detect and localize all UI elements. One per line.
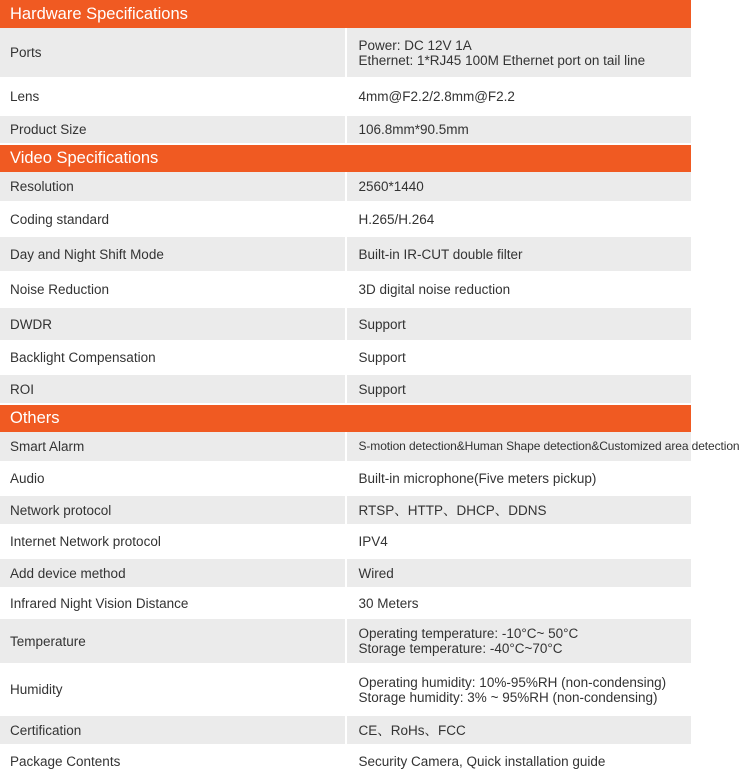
spec-label: Noise Reduction bbox=[0, 272, 346, 307]
spec-row-ir-distance bbox=[0, 588, 691, 618]
spec-label: Infrared Night Vision Distance bbox=[0, 588, 346, 618]
spec-label: Audio bbox=[0, 462, 346, 495]
spec-label: Certification bbox=[0, 715, 346, 745]
spec-value bbox=[346, 664, 692, 715]
spec-label: Lens bbox=[0, 78, 346, 115]
spec-value-line: Storage temperature: -40°C~70°C bbox=[358, 641, 563, 656]
spec-label: Product Size bbox=[0, 115, 346, 144]
spec-row-smart-alarm bbox=[0, 432, 691, 462]
spec-label: Ports bbox=[0, 28, 346, 78]
spec-row-lens bbox=[0, 78, 691, 115]
spec-row-network-protocol bbox=[0, 495, 691, 525]
spec-value: 106.8mm*90.5mm bbox=[346, 115, 692, 144]
spec-label: Smart Alarm bbox=[0, 432, 346, 462]
spec-value: 2560*1440 bbox=[346, 172, 692, 202]
spec-value: Support bbox=[346, 307, 692, 341]
spec-row-day-night bbox=[0, 236, 691, 272]
spec-label: Internet Network protocol bbox=[0, 525, 346, 558]
spec-label: ROI bbox=[0, 374, 346, 404]
spec-label: Humidity bbox=[0, 664, 346, 715]
spec-row-temperature bbox=[0, 618, 691, 664]
section-header-hardware bbox=[0, 0, 691, 28]
section-title: Hardware Specifications bbox=[0, 0, 691, 28]
spec-value: Built-in microphone(Five meters pickup) bbox=[346, 462, 692, 495]
spec-row-resolution bbox=[0, 172, 691, 202]
spec-value: 3D digital noise reduction bbox=[346, 272, 692, 307]
spec-label: Resolution bbox=[0, 172, 346, 202]
section-header-video bbox=[0, 144, 691, 172]
spec-label: Backlight Compensation bbox=[0, 341, 346, 374]
spec-label: Package Contents bbox=[0, 745, 346, 777]
spec-row-noise-reduction bbox=[0, 272, 691, 307]
spec-value-line: Storage humidity: 3% ~ 95%RH (non-condensing) bbox=[358, 689, 658, 705]
spec-row-ports bbox=[0, 28, 691, 78]
spec-value: CE、RoHs、FCC bbox=[346, 715, 692, 745]
spec-value bbox=[346, 618, 692, 664]
section-title: Others bbox=[0, 404, 691, 432]
spec-value: Support bbox=[346, 341, 692, 374]
spec-value-line: Operating humidity: 10%-95%RH (non-condensing) bbox=[358, 674, 667, 690]
spec-label: DWDR bbox=[0, 307, 346, 341]
spec-label: Network protocol bbox=[0, 495, 346, 525]
spec-row-audio bbox=[0, 462, 691, 495]
spec-row-dwdr bbox=[0, 307, 691, 341]
spec-value: RTSP、HTTP、DHCP、DDNS bbox=[346, 495, 692, 525]
spec-label: Temperature bbox=[0, 618, 346, 664]
spec-row-roi bbox=[0, 374, 691, 404]
spec-value: H.265/H.264 bbox=[346, 202, 692, 236]
spec-value: S-motion detection&Human Shape detection&Customized area detection bbox=[346, 432, 692, 462]
spec-label: Day and Night Shift Mode bbox=[0, 236, 346, 272]
spec-value: 30 Meters bbox=[346, 588, 692, 618]
section-header-others bbox=[0, 404, 691, 432]
spec-value: Security Camera, Quick installation guide bbox=[346, 745, 692, 777]
spec-row-product-size bbox=[0, 115, 691, 144]
spec-value-line: Power: DC 12V 1A bbox=[358, 37, 472, 53]
spec-value: IPV4 bbox=[346, 525, 692, 558]
section-title: Video Specifications bbox=[0, 144, 691, 172]
spec-label: Add device method bbox=[0, 558, 346, 588]
spec-row-backlight bbox=[0, 341, 691, 374]
spec-row-certification bbox=[0, 715, 691, 745]
spec-value: 4mm@F2.2/2.8mm@F2.2 bbox=[346, 78, 692, 115]
spec-value: Support bbox=[346, 374, 692, 404]
spec-value: Built-in IR-CUT double filter bbox=[346, 236, 692, 272]
spec-value bbox=[346, 28, 692, 78]
spec-row-humidity bbox=[0, 664, 691, 715]
spec-value-line: Ethernet: 1*RJ45 100M Ethernet port on tail line bbox=[358, 52, 646, 68]
spec-value-line: Operating temperature: -10°C~ 50°C bbox=[358, 626, 579, 641]
spec-row-coding-standard bbox=[0, 202, 691, 236]
spec-row-package-contents bbox=[0, 745, 691, 777]
spec-value: Wired bbox=[346, 558, 692, 588]
spec-row-internet-protocol bbox=[0, 525, 691, 558]
spec-row-add-device bbox=[0, 558, 691, 588]
spec-label: Coding standard bbox=[0, 202, 346, 236]
